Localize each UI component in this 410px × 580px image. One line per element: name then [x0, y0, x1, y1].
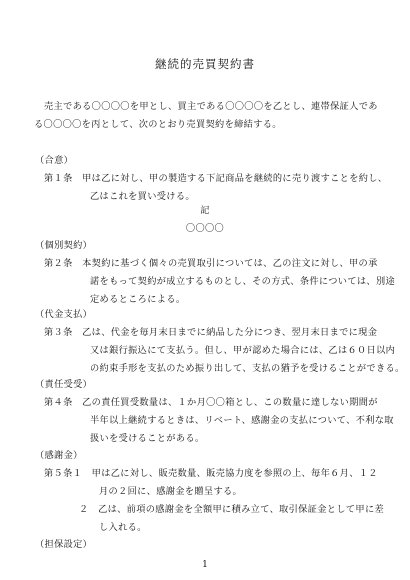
- article-5-line-4: し入れる。: [99, 522, 147, 533]
- note-value: 〇〇〇〇: [185, 223, 225, 234]
- note-label: 記: [200, 205, 210, 216]
- article-3-line-1: 第３条 乙は、代金を毎月末日までに納品した分につき、翌月末日までに現金: [44, 327, 378, 338]
- section-heading-responsibility: （責任受受）: [35, 379, 93, 390]
- article-2-line-1: 第２条 本契約に基づく個々の売買取引については、乙の注文に対し、甲の承: [44, 258, 378, 269]
- article-5-line-2: 月の２回に、感謝金を贈呈する。: [99, 486, 243, 497]
- article-5-line-3: ２ 乙は、前項の感謝金を全額甲に積み立て、取引保証金として甲に差: [79, 504, 385, 515]
- article-1-line-2: 乙はこれを買い受ける。: [90, 191, 195, 202]
- section-heading-individual-contract: （個別契約）: [35, 240, 93, 251]
- article-2-line-2: 諾をもって契約が成立するものとし、その方式、条件については、別途: [90, 276, 396, 287]
- article-4-line-1: 第４条 乙の責任買受数量は、１か月〇〇箱とし、この数量に達しない期間が: [44, 397, 378, 408]
- article-5-line-1: 第５条１ 甲は乙に対し、販売数量、販売協力度を参照の上、毎年６月、１２: [44, 468, 378, 479]
- article-3-line-2: 又は銀行振込にて支払う。但し、甲が認めた場合には、乙は６０日以内: [90, 345, 396, 356]
- section-heading-payment: （代金支払）: [35, 309, 93, 320]
- document-title: 継続的売買契約書: [155, 57, 255, 71]
- article-2-line-3: 定めるところによる。: [90, 294, 186, 305]
- article-1-line-1: 第１条 甲は乙に対し、甲の製造する下記商品を継続的に売り渡すことを約し、: [44, 173, 388, 184]
- section-heading-gratitude-money: （感謝金）: [35, 450, 83, 461]
- intro-line-2: る〇〇〇〇を丙として、次のとおり売買契約を締結する。: [34, 119, 282, 130]
- section-heading-agreement: （合意）: [35, 155, 74, 166]
- article-4-line-2: 半年以上継続するときは、リベート、感謝金の支払について、不利な取: [90, 415, 394, 426]
- article-4-line-3: 扱いを受けることがある。: [90, 433, 205, 444]
- intro-line-1: 売主である〇〇〇〇を甲とし、買主である〇〇〇〇を乙とし、連帯保証人であ: [44, 101, 378, 112]
- page-number: 1: [202, 560, 208, 570]
- article-3-line-3: の約束手形を支払のため振り出して、支払の猶予を受けることができる。: [90, 363, 405, 374]
- section-heading-collateral: （担保設定）: [35, 539, 93, 550]
